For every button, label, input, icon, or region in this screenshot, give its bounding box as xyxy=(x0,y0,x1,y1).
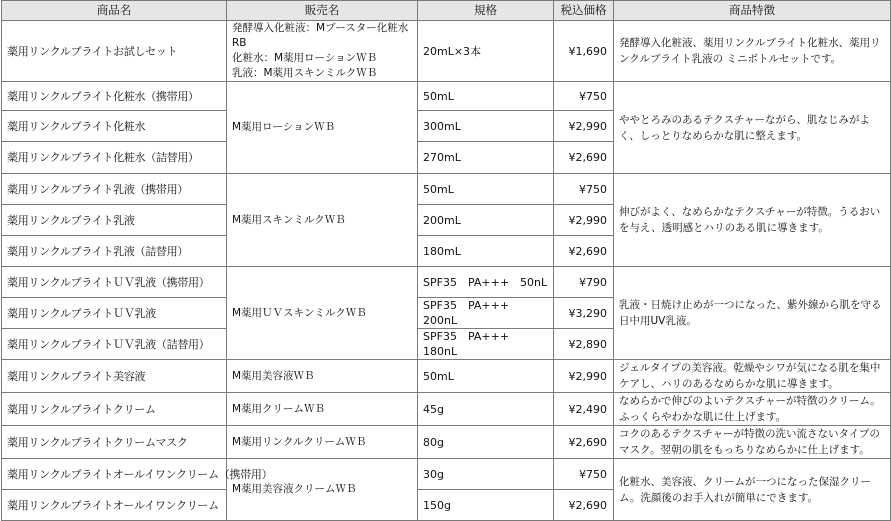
spec: 30g xyxy=(418,459,554,490)
spec: 50mL xyxy=(418,360,554,393)
price: ¥2,490 xyxy=(554,393,614,426)
product-name: 薬用リンクルブライト化粧水（携帯用） xyxy=(2,82,227,111)
product-name: 薬用リンクルブライトＵＶ乳液（詰替用） xyxy=(2,329,227,360)
header-price: 税込価格 xyxy=(554,1,614,21)
price: ¥750 xyxy=(554,82,614,111)
price: ¥1,690 xyxy=(554,21,614,82)
price: ¥2,690 xyxy=(554,236,614,267)
price: ¥2,990 xyxy=(554,360,614,393)
product-table xyxy=(1,0,891,521)
sales-line: 発酵導入化粧液：Mブースター化粧水RB xyxy=(232,22,409,49)
table-row xyxy=(2,459,891,490)
product-name: 薬用リンクルブライト化粧水 xyxy=(2,111,227,142)
price: ¥2,990 xyxy=(554,111,614,142)
table-row xyxy=(2,82,891,111)
spec: SPF35 PA+++ 200nL xyxy=(418,298,554,329)
header-spec: 規格 xyxy=(418,1,554,21)
price: ¥2,690 xyxy=(554,142,614,174)
table-row xyxy=(2,267,891,298)
header-product-name: 商品名 xyxy=(2,1,227,21)
features: ジェルタイプの美容液。乾燥やシワが気になる肌を集中ケアし、ハリのあるなめらかな肌に導きます。 xyxy=(614,360,891,393)
price: ¥750 xyxy=(554,459,614,490)
sales-name: M薬用スキンミルクＷＢ xyxy=(227,174,418,267)
price: ¥2,690 xyxy=(554,490,614,521)
product-name: 薬用リンクルブライトクリームマスク xyxy=(2,426,227,459)
features: 乳液・日焼け止めが一つになった、紫外線から肌を守る日中用UV乳液。 xyxy=(614,267,891,360)
spec: SPF35 PA+++ 180nL xyxy=(418,329,554,360)
table-row xyxy=(2,426,891,459)
table-row xyxy=(2,174,891,205)
spec: 270mL xyxy=(418,142,554,174)
table-row xyxy=(2,393,891,426)
spec: 200mL xyxy=(418,205,554,236)
sales-name: M薬用ローションＷＢ xyxy=(227,82,418,174)
table-row xyxy=(2,21,891,82)
features: 伸びがよく、なめらかなテクスチャーが特徴。うるおいを与え、透明感とハリのある肌に導きます。 xyxy=(614,174,891,267)
price: ¥2,690 xyxy=(554,426,614,459)
features: なめらかで伸びのよいテクスチャーが特徴のクリーム。ふっくらやわかな肌に仕上げます。 xyxy=(614,393,891,426)
spec: 80g xyxy=(418,426,554,459)
product-name: 薬用リンクルブライト美容液 xyxy=(2,360,227,393)
price: ¥790 xyxy=(554,267,614,298)
sales-name: M薬用リンクルクリームＷＢ xyxy=(227,426,418,459)
product-name: 薬用リンクルブライトオールイワンクリーム（携帯用） xyxy=(2,459,227,490)
price: ¥2,890 xyxy=(554,329,614,360)
spec: 150g xyxy=(418,490,554,521)
spec: 45g xyxy=(418,393,554,426)
sales-name: M薬用美容液クリームＷＢ xyxy=(227,459,418,521)
sales-name: M薬用ＵＶスキンミルクＷＢ xyxy=(227,267,418,360)
product-name: 薬用リンクルブライトお試しセット xyxy=(2,21,227,82)
sales-name: M薬用クリームＷＢ xyxy=(227,393,418,426)
header-sales-name: 販売名 xyxy=(227,1,418,21)
features: 発酵導入化粧液、薬用リンクルブライト化粧水、薬用リンクルブライト乳液の ミニボトルセットです。 xyxy=(614,21,891,82)
spec: 20mL×3本 xyxy=(418,21,554,82)
spec: 300mL xyxy=(418,111,554,142)
spec: 50mL xyxy=(418,82,554,111)
product-name: 薬用リンクルブライト乳液（詰替用） xyxy=(2,236,227,267)
sales-line: 化粧水：M薬用ローションＷＢ xyxy=(232,52,378,64)
table-header-row xyxy=(2,1,891,21)
product-name: 薬用リンクルブライト乳液 xyxy=(2,205,227,236)
features: ややとろみのあるテクスチャーながら、肌なじみがよく、しっとりなめらかな肌に整えます。 xyxy=(614,82,891,174)
price: ¥750 xyxy=(554,174,614,205)
sales-name: M薬用美容液ＷＢ xyxy=(227,360,418,393)
spec: SPF35 PA+++ 50nL xyxy=(418,267,554,298)
spec: 180mL xyxy=(418,236,554,267)
features: 化粧水、美容液、クリームが一つになった保湿クリーム。洗顔後のお手入れが簡単にできます。 xyxy=(614,459,891,521)
product-name: 薬用リンクルブライトオールイワンクリーム xyxy=(2,490,227,521)
product-name: 薬用リンクルブライト乳液（携帯用） xyxy=(2,174,227,205)
header-features: 商品特徴 xyxy=(614,1,891,21)
features: コクのあるテクスチャーが特徴の洗い流さないタイプのマスク。翌朝の肌をもっちりなめらかに仕上げます。 xyxy=(614,426,891,459)
sales-name xyxy=(227,21,418,82)
spec: 50mL xyxy=(418,174,554,205)
sales-line: 乳液：M薬用スキンミルクＷＢ xyxy=(232,67,378,79)
product-name: 薬用リンクルブライトクリーム xyxy=(2,393,227,426)
price: ¥2,990 xyxy=(554,205,614,236)
product-name: 薬用リンクルブライト化粧水（詰替用） xyxy=(2,142,227,174)
table-row xyxy=(2,360,891,393)
product-name: 薬用リンクルブライトＵＶ乳液 xyxy=(2,298,227,329)
price: ¥3,290 xyxy=(554,298,614,329)
product-name: 薬用リンクルブライトＵＶ乳液（携帯用） xyxy=(2,267,227,298)
